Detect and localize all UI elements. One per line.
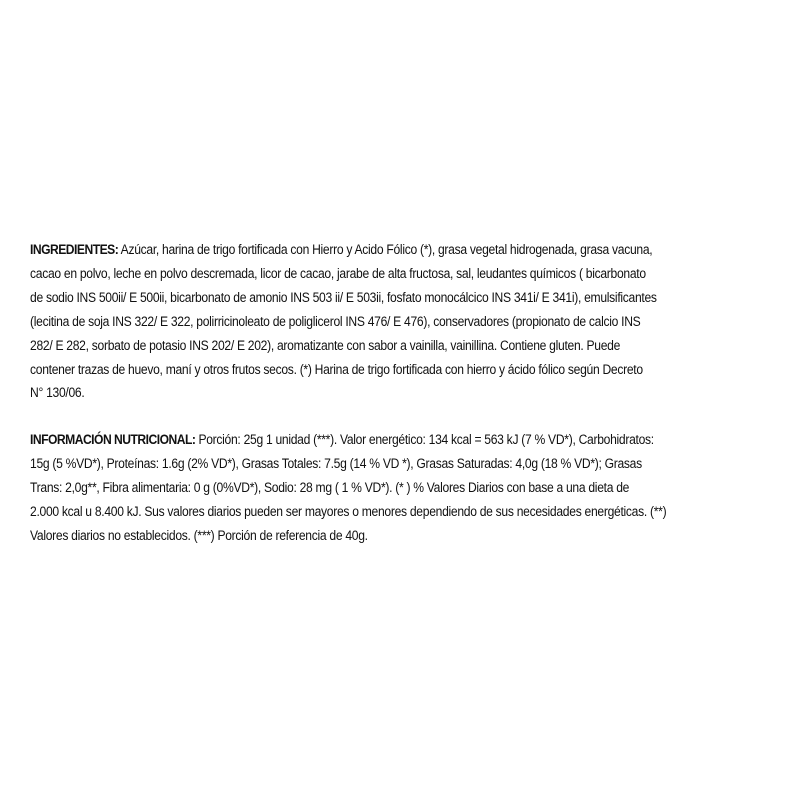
nutrition-section xyxy=(30,428,782,548)
nutrition-line-3: Trans: 2,0g**, Fibra alimentaria: 0 g (0%VD*), Sodio: 28 mg ( 1 % VD*). (* ) % Valores Diarios con base a una dieta de xyxy=(30,479,630,496)
nutrition-heading: INFORMACIÓN NUTRICIONAL: xyxy=(30,431,196,448)
ingredients-line-1 xyxy=(30,238,782,262)
ingredients-text: Azúcar, harina de trigo fortificada con Hierro y Acido Fólico (*), grasa vegetal hidrogenada, grasa vacuna, xyxy=(118,241,653,257)
nutrition-line-5: Valores diarios no establecidos. (***) Porción de referencia de 40g. xyxy=(30,526,368,543)
nutrition-line-1 xyxy=(30,428,782,452)
ingredients-line-6: contener trazas de huevo, maní y otros frutos secos. (*) Harina de trigo fortificada con hierro y ácido fólico según Decreto xyxy=(30,360,643,377)
nutrition-line-2: 15g (5 %VD*), Proteínas: 1.6g (2% VD*), Grasas Totales: 7.5g (14 % VD *), Grasas Saturadas: 4,0g (18 % VD*); Grasas xyxy=(30,455,642,472)
ingredients-line-5: 282/ E 282, sorbato de potasio INS 202/ E 202), aromatizante con sabor a vainilla, vainillina. Contiene gluten. Puede xyxy=(30,336,621,353)
ingredients-line-4: (lecitina de soja INS 322/ E 322, polirricinoleato de poliglicerol INS 476/ E 476), conservadores (propionato de calcio INS xyxy=(30,312,641,329)
ingredients-section xyxy=(30,238,782,405)
ingredients-heading: INGREDIENTES: xyxy=(30,241,119,257)
ingredients-line-3: de sodio INS 500ii/ E 500ii, bicarbonato de amonio INS 503 ii/ E 503ii, fosfato monocálcico INS 341i/ E 341i), emulsificantes xyxy=(30,288,657,305)
nutrition-text: Porción: 25g 1 unidad (***). Valor energético: 134 kcal = 563 kJ (7 % VD*), Carbohidratos: xyxy=(195,431,654,448)
nutrition-line-4: 2.000 kcal u 8.400 kJ. Sus valores diarios pueden ser mayores o menores dependiendo de sus necesidades energéticas. (**) xyxy=(30,503,667,520)
nutrition-label xyxy=(30,238,782,548)
ingredients-line-7: N° 130/06. xyxy=(30,384,85,401)
ingredients-line-2: cacao en polvo, leche en polvo descremada, licor de cacao, jarabe de alta fructosa, sal, leudantes químicos ( bicarbonato xyxy=(30,264,646,281)
